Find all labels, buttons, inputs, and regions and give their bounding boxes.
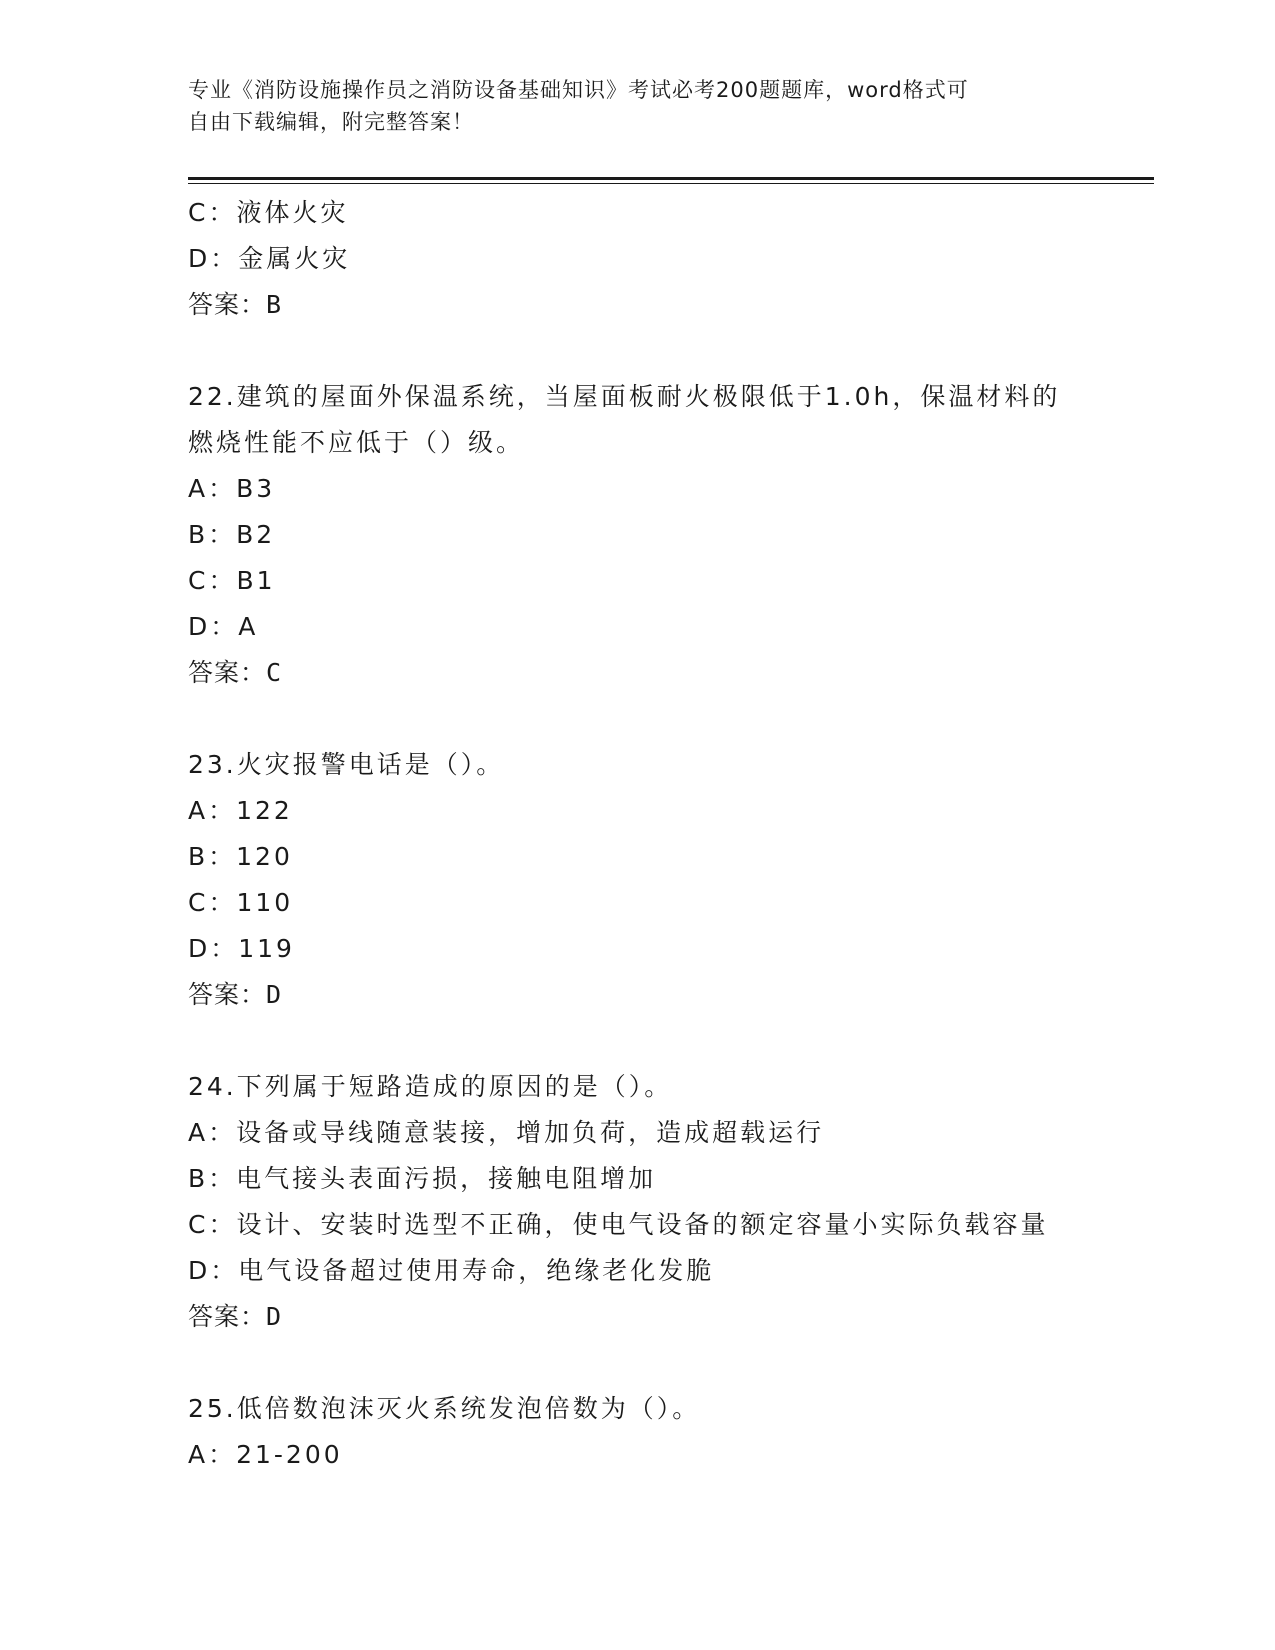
spacer [188, 1340, 1108, 1386]
option-a: A：设备或导线随意装接，增加负荷，造成超载运行 [188, 1118, 825, 1147]
question-text: 23.火灾报警电话是（）。 [188, 750, 505, 779]
answer-value: D [266, 1302, 283, 1331]
answer-label: 答案： [188, 1302, 267, 1331]
answer-line [188, 1294, 1108, 1340]
option-d: D：金属火灾 [188, 244, 351, 273]
answer-value: D [266, 980, 283, 1009]
spacer [188, 328, 1108, 374]
option-c: C：B1 [188, 566, 276, 595]
question-text: 24.下列属于短路造成的原因的是（）。 [188, 1072, 673, 1101]
option-c: C：设计、安装时选型不正确，使电气设备的额定容量小实际负载容量 [188, 1210, 1049, 1239]
question-text: 22.建筑的屋面外保温系统，当屋面板耐火极限低于1.0h，保温材料的 [188, 382, 1061, 411]
option-b: B：120 [188, 842, 293, 871]
option-b: B：B2 [188, 520, 276, 549]
option-a: A：122 [188, 796, 293, 825]
answer-label: 答案： [188, 658, 267, 687]
option-c: C：液体火灾 [188, 198, 349, 227]
question-24 [188, 1064, 1108, 1340]
option-b: B：电气接头表面污损，接触电阻增加 [188, 1164, 657, 1193]
header-title-line-1: 专业《消防设施操作员之消防设备基础知识》考试必考200题题库，word格式可 [188, 78, 969, 102]
spacer [188, 696, 1108, 742]
header-title-line-2: 自由下载编辑，附完整答案！ [188, 110, 474, 134]
question-25 [188, 1386, 1108, 1478]
option-a: A：B3 [188, 474, 276, 503]
question-23 [188, 742, 1108, 1018]
question-text-continued: 燃烧性能不应低于（）级。 [188, 428, 525, 457]
option-a: A：21-200 [188, 1440, 343, 1469]
question-text: 25.低倍数泡沫灭火系统发泡倍数为（）。 [188, 1394, 701, 1423]
document-header [188, 74, 1088, 138]
answer-line [188, 972, 1108, 1018]
answer-line [188, 650, 1108, 696]
header-divider-thick [188, 177, 1154, 180]
answer-value: C [266, 658, 283, 687]
spacer [188, 1018, 1108, 1064]
option-d: D：119 [188, 934, 295, 963]
question-list [188, 190, 1108, 1478]
answer-line [188, 282, 1108, 328]
question-21-continuation [188, 190, 1108, 328]
question-22 [188, 374, 1108, 696]
option-c: C：110 [188, 888, 294, 917]
option-d: D：电气设备超过使用寿命，绝缘老化发脆 [188, 1256, 715, 1285]
header-divider-thin [188, 183, 1154, 184]
answer-label: 答案： [188, 980, 267, 1009]
answer-label: 答案： [188, 290, 267, 319]
option-d: D：A [188, 612, 259, 641]
answer-value: B [266, 290, 283, 319]
